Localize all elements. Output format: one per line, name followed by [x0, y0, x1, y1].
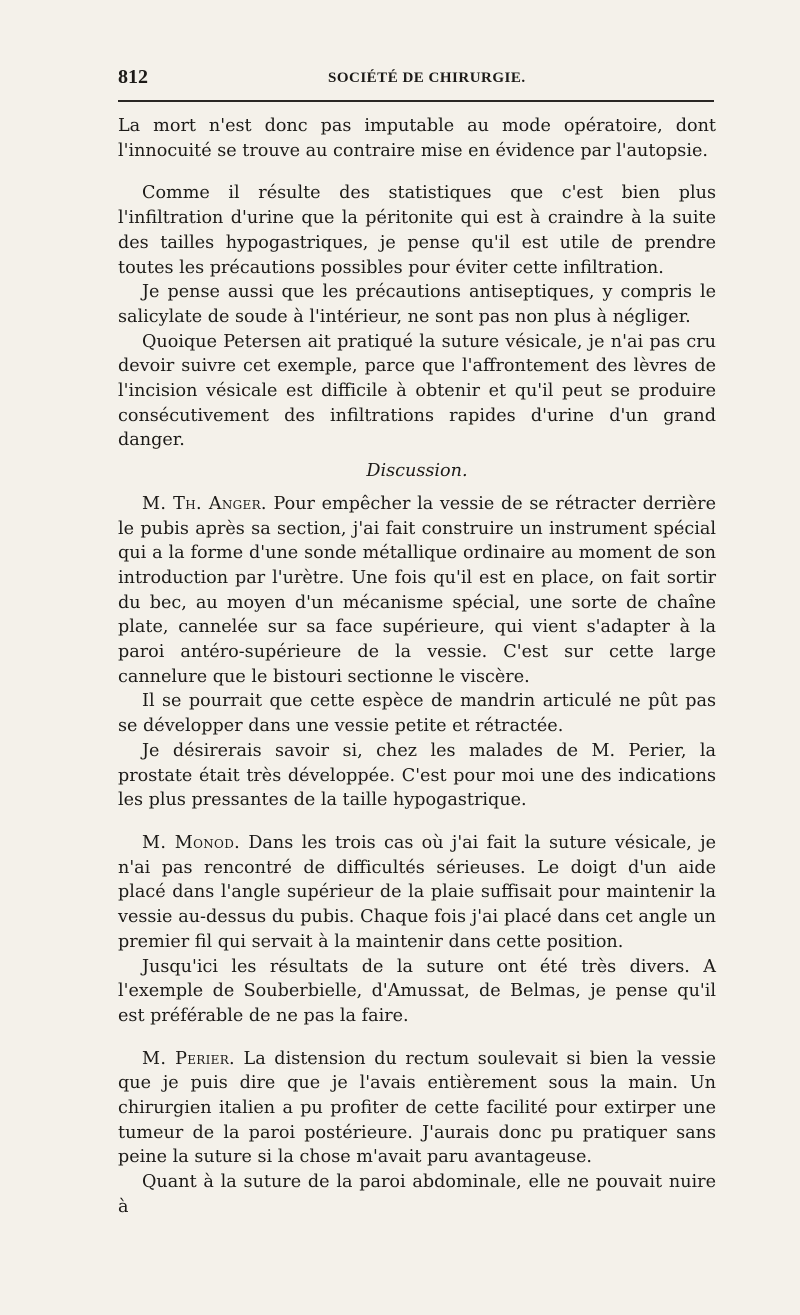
section-heading: Discussion. [366, 461, 468, 482]
paragraph: La mort n'est donc pas imputable au mode opératoire, dont l'innocuité se trouve au contraire mise en évidence par l'autopsie. [118, 116, 716, 161]
paragraph-text: La distension du rectum soulevait si bien la vessie que je puis dire que je l'avais entièrement sous la main. Un chirurgien italien a pu profiter de cette facilité pour extirper une tumeur de la paroi postérieure. J'aurais donc pu pratiquer sans peine la suture si la chose m'avait paru avantageuse. [118, 1048, 717, 1168]
paragraph: Il se pourrait que cette espèce de mandrin articulé ne pût pas se développer dans une vessie petite et rétractée. [118, 691, 716, 737]
speaker-name: M. Monod. [142, 832, 241, 853]
speaker-name: M. Th. Anger. [142, 493, 267, 514]
page-header [118, 66, 714, 96]
paragraph: Jusqu'ici les résultats de la suture ont été très divers. A l'exemple de Souberbielle, d'Amussat, de Belmas, je pense qu'il est préférable de ne pas la faire. [118, 956, 716, 1026]
paragraph: Quoique Petersen ait pratiqué la suture vésicale, je n'ai pas cru devoir suivre cet exemple, parce que l'affrontement des lèvres de l'incision vésicale est difficile à obtenir et qu'il peut se produire consécutivement des infiltrations rapides d'urine d'un grand danger. [118, 331, 716, 451]
paragraph: Comme il résulte des statistiques que c'est bien plus l'infiltration d'urine que la péritonite qui est à craindre à la suite des tailles hypogastriques, je pense qu'il est utile de prendre toutes les précautions possibles pour éviter cette infiltration. [118, 183, 716, 278]
paragraph-text: Pour empêcher la vessie de se rétracter derrière le pubis après sa section, j'ai fait construire un instrument spécial qui a la forme d'une sonde métallique ordinaire au moment de son introduction par l'urètre. Une fois qu'il est en place, on fait sortir du bec, au moyen d'un mécanisme spécial, une sorte de chaîne plate, cannelée sur sa face supérieure, qui vient s'adapter à la paroi antéro-supérieure de la vessie. C'est sur cette large cannelure que le bistouri sectionne le viscère. [118, 493, 716, 687]
speaker-name: M. Perier. [142, 1048, 235, 1069]
paragraph: Je pense aussi que les précautions antiseptiques, y compris le salicylate de soude à l'intérieur, ne sont pas non plus à négliger. [118, 282, 716, 327]
paragraph [118, 831, 716, 955]
paragraph: Je désirerais savoir si, chez les malades de M. Perier, la prostate était très développée. C'est pour moi une des indications les plus pressantes de la taille hypogastrique. [118, 740, 716, 811]
paragraph [118, 492, 716, 690]
body-text [118, 114, 716, 1220]
header-rule [118, 100, 714, 102]
paragraph: Quant à la suture de la paroi abdominale, elle ne pouvait nuire à [118, 1172, 716, 1217]
paragraph [118, 1047, 716, 1171]
running-head: SOCIÉTÉ DE CHIRURGIE. [328, 70, 526, 86]
paragraph-text: Dans les trois cas où j'ai fait la suture vésicale, je n'ai pas rencontré de difficultés sérieuses. Le doigt d'un aide placé dans l'angle supérieur de la plaie suffisait pour maintenir la vessie au-dessus du pubis. Chaque fois j'ai placé dans cet angle un premier fil qui servait à la maintenir dans cette position. [118, 832, 716, 952]
page-number: 812 [118, 66, 148, 88]
